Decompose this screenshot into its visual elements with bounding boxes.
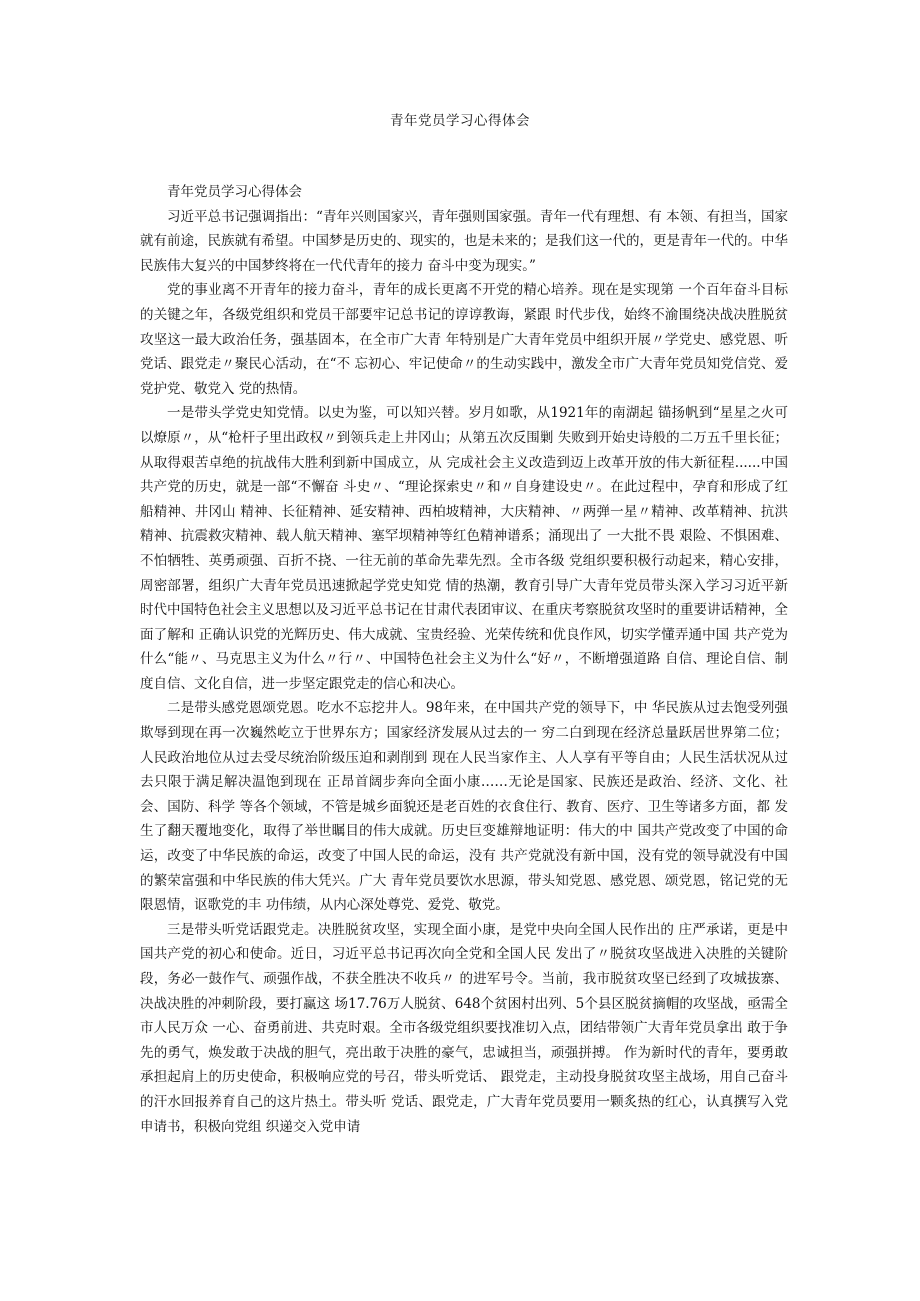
document-title: 青年党员学习心得体会 xyxy=(390,113,530,129)
paragraph-party-cause: 党的事业离不开青年的接力奋斗，青年的成长更离不开党的精心培养。现在是实现第 一个百年奋斗目标的关键之年，各级党组织和党员干部要牢记总书记的谆谆教诲，紧跟 时代步伐，始终不渝围绕决战决胜脱贫攻坚这一最大政治任务，强基固本，在全市广大青 年特别是广大青年党员中组织开展〃学党史、感党恩、听党话、跟党走〃聚民心活动，在“不 忘初心、牢记使命〃的生动实践中，激发全市广大青年党员知党信党、爱党护党、敬党入 党的热情。 xyxy=(140,282,788,397)
paragraph-learn-history: 一是带头学党史知党情。以史为鉴，可以知兴替。岁月如歌，从1921年的南湖起 锚扬帆到“星星之火可以燎原〃，从“枪杆子里出政权〃到领兵走上井冈山；从第五次反围剿 失败到开始史诗般的二万五千里长征；从取得艰苦卓绝的抗战伟大胜利到新中国成立，从 完成社会主义改造到迈上改革开放的伟大新征程......中国共产党的历史，就是一部“不懈奋 斗史〃、“理论探索史〃和〃自身建设史〃。在此过程中，孕育和形成了红船精神、井冈山 精神、长征精神、延安精神、西柏坡精神，大庆精神、〃两弹一星〃精神、改革精神、抗洪 精神、抗震救灾精神、载人航天精神、塞罕坝精神等红色精神谱系；涌现出了 一大批不畏 艰险、不惧困难、不怕牺牲、英勇顽强、百折不挠、一往无前的革命先辈先烈。全市各级 党组织要积极行动起来，精心安排，周密部署，组织广大青年党员迅速掀起学党史知党 情的热潮，教育引导广大青年党员带头深入学习习近平新时代中国特色社会主义思想以及习近平总书记在甘肃代表团审议、在重庆考察脱贫攻坚时的重要讲话精神，全面了解和 正确认识党的光辉历史、伟大成就、宝贵经验、光荣传统和优良作风，切实学懂弄通中国 共产党为什么“能〃、马克思主义为什么〃行〃、中国特色社会主义为什么“好〃，不断增强道路 自信、理论自信、制度自信、文化自信，进一步坚定跟党走的信心和决心。 xyxy=(140,405,788,692)
paragraph-intro-quote: 习近平总书记强调指出：“青年兴则国家兴，青年强则国家强。青年一代有理想、有 本领、有担当，国家就有前途，民族就有希望。中国梦是历史的、现实的，也是未来的；是我们这一代的，更是青年一代的。中华民族伟大复兴的中国梦终将在一代代青年的接力 奋斗中变为现实。” xyxy=(140,208,788,274)
paragraph-gratitude: 二是带头感党恩颂党恩。吃水不忘挖井人。98年来，在中国共产党的领导下，中 华民族从过去饱受列强欺辱到现在再一次巍然屹立于世界东方；国家经济发展从过去的一 穷二白到现在经济总量跃居世界第二位；人民政治地位从过去受尽统治阶级压迫和剥削到 现在人民当家作主、人人享有平等自由；人民生活状况从过去只限于满足解决温饱到现在 正昂首阔步奔向全面小康……无论是国家、民族还是政治、经济、文化、社会、国防、科学 等各个领域，不管是城乡面貌还是老百姓的衣食住行、教育、医疗、卫生等诸多方面，都 发生了翻天覆地变化，取得了举世瞩目的伟大成就。历史巨变雄辩地证明：伟大的中 国共产党改变了中国的命运，改变了中华民族的命运，改变了中国人民的命运，没有 共产党就没有新中国，没有党的领导就没有中国的繁荣富强和中华民族的伟大凭兴。广大 青年党员要饮水思源，带头知党恩、感党恩、颂党恩，铭记党的无限恩情，讴歌党的丰 功伟绩，从内心深处尊党、爱党、敬党。 xyxy=(140,700,788,914)
document-body xyxy=(140,180,788,1139)
paragraph-follow-party: 三是带头听党话跟党走。决胜脱贫攻坚，实现全面小康，是党中央向全国人民作出的 庄严承诺，更是中国共产党的初心和使命。近日，习近平总书记再次向全党和全国人民 发出了〃脱贫攻坚战进入决胜的关键阶段，务必一鼓作气、顽强作战，不获全胜决不收兵〃 的进军号令。当前，我市脱贫攻坚已经到了攻城拔寨、决战决胜的冲刺阶段，要打赢这 场17.76万人脱贫、648个贫困村出列、5个县区脱贫摘帽的攻坚战，亟需全市人民万众 一心、奋勇前进、共克时艰。全市各级党组织要找准切入点，团结带领广大青年党员拿出 敢于争先的勇气，焕发敢于决战的胆气，亮出敢于决胜的豪气，忠诚担当，顽强拼搏。 作为新时代的青年，要勇敢承担起肩上的历史使命，积极响应党的号召，带头听党话、 跟党走，主动投身脱贫攻坚主战场，用自己奋斗的汗水回报养育自己的这片热土。带头听 党话、跟党走，广大青年党员要用一颗炙热的红心，认真撰写入党申请书，积极向党组 织递交入党申请 xyxy=(140,921,788,1135)
body-heading: 青年党员学习心得体会 xyxy=(167,184,302,200)
